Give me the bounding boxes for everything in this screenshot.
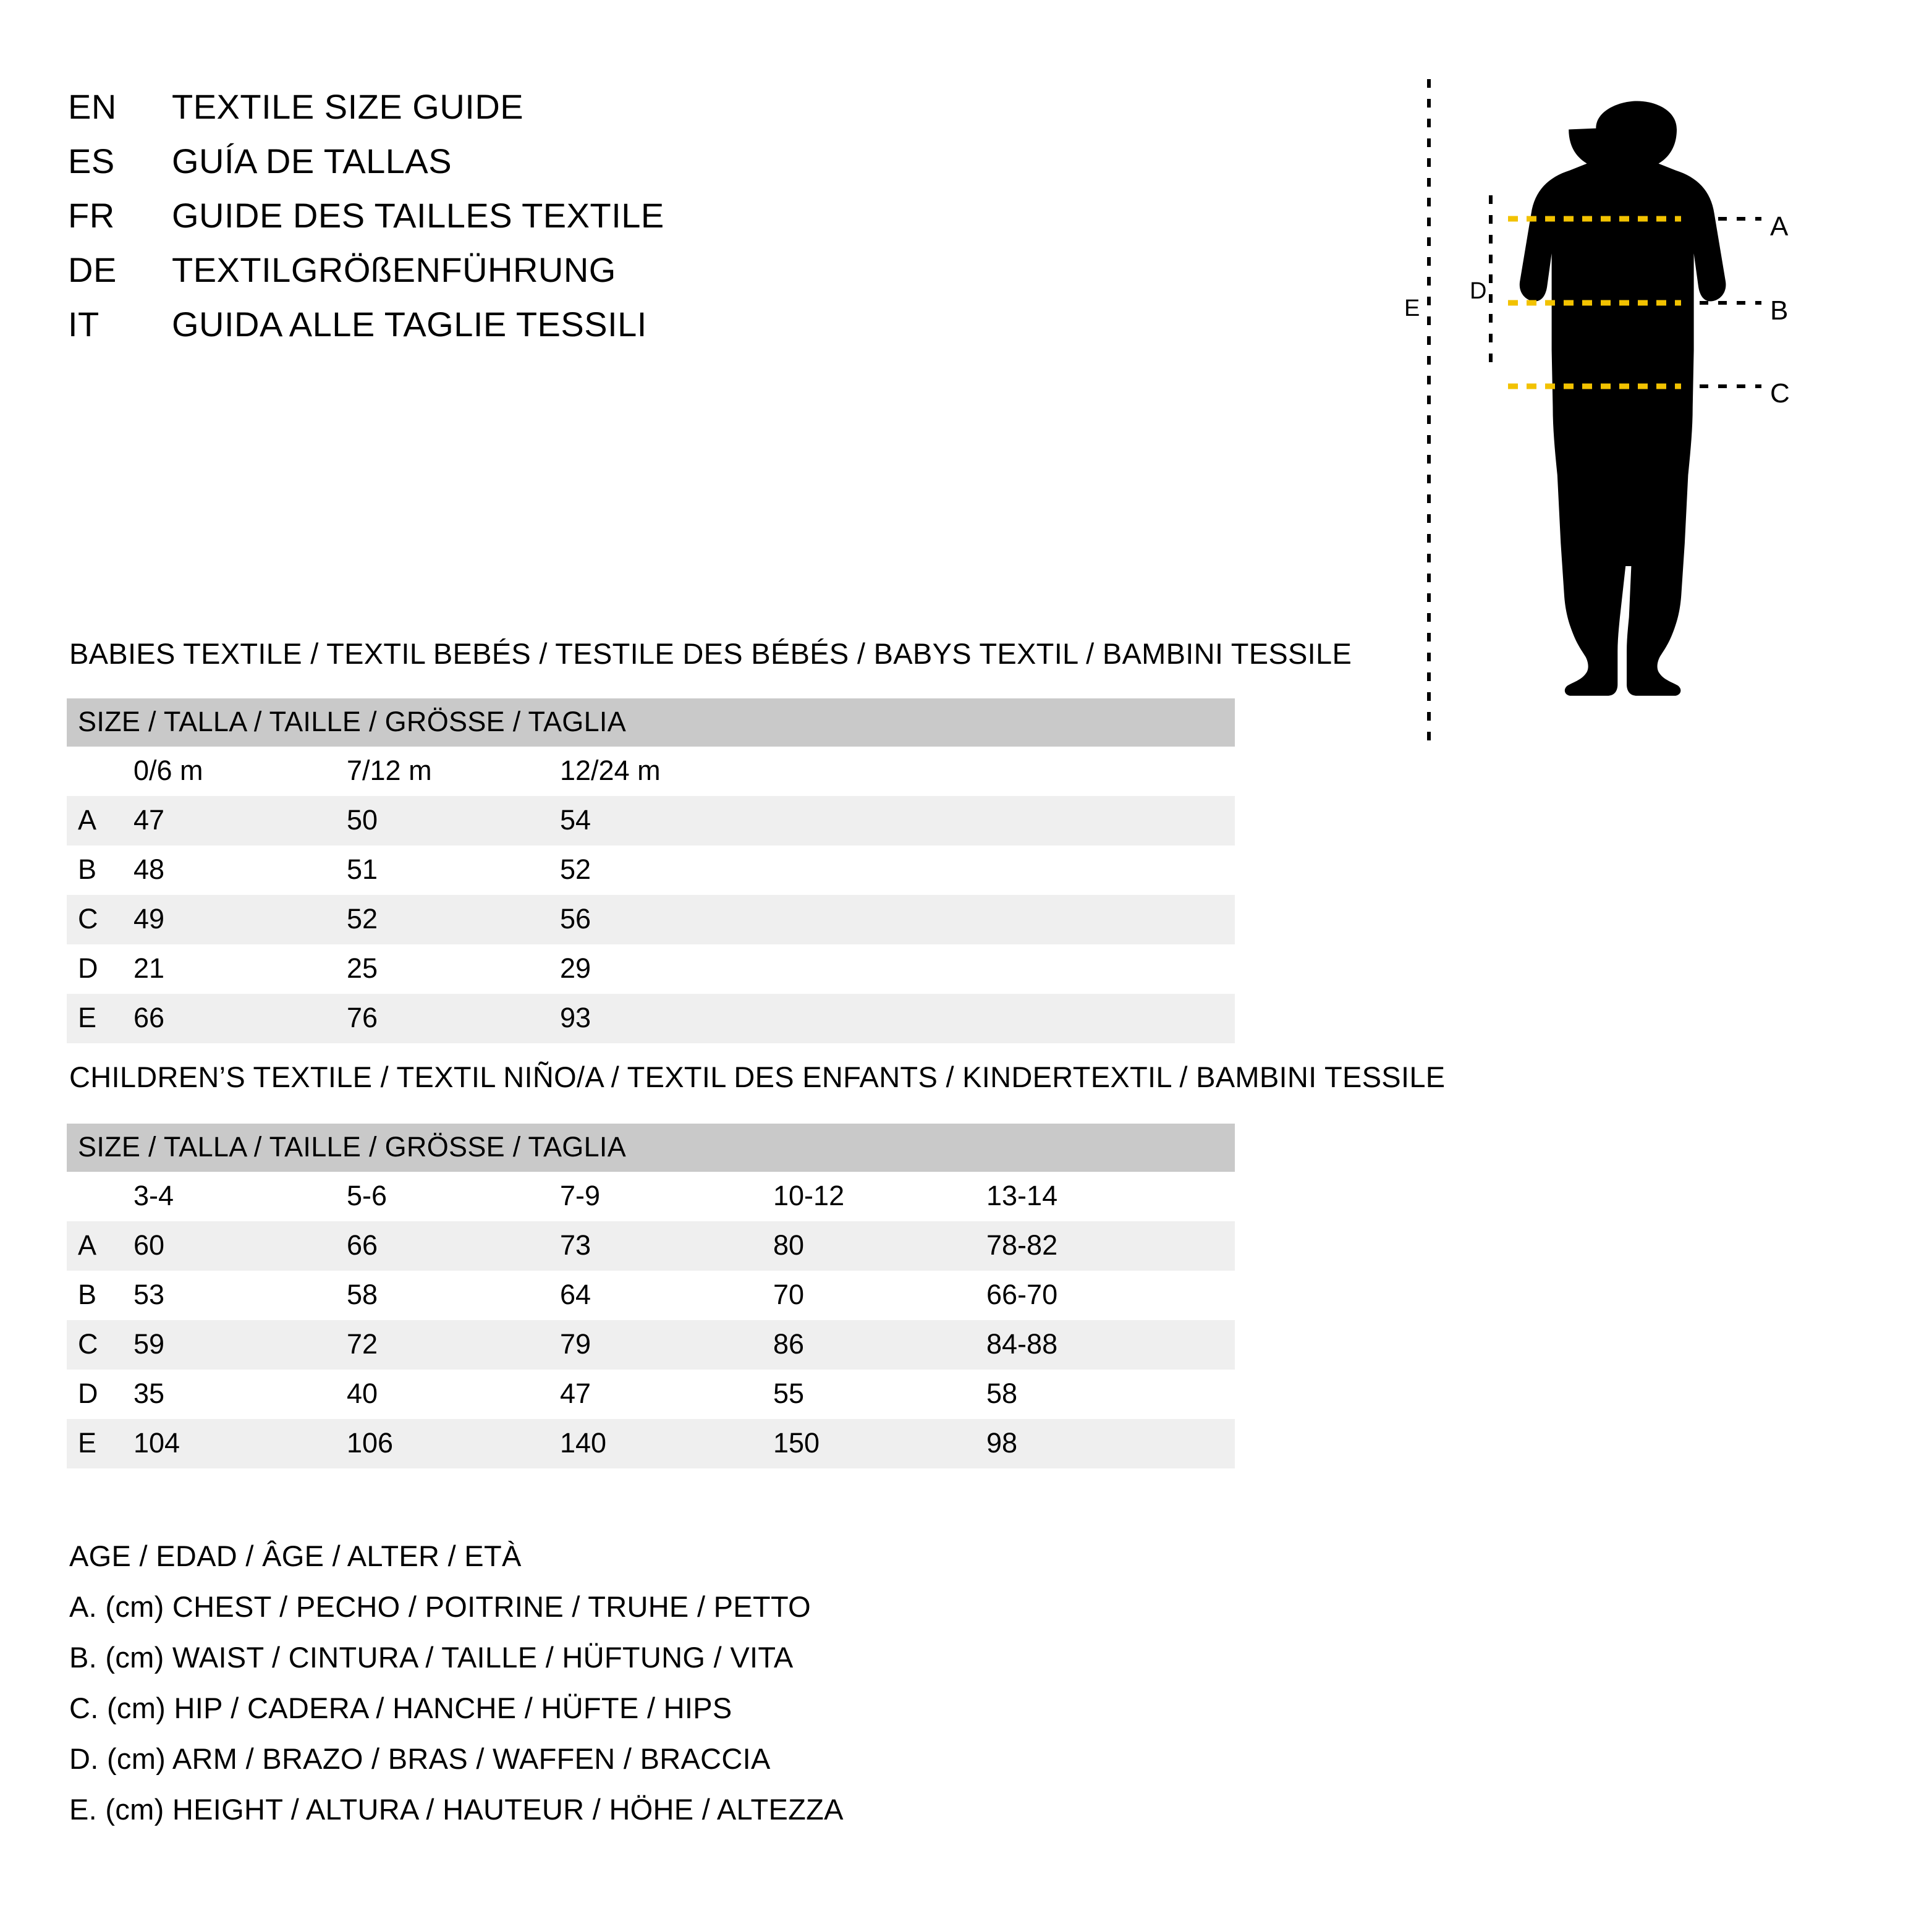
legend-block (69, 1539, 1429, 1843)
children-b-3: 70 (773, 1271, 986, 1320)
babies-d-1: 25 (347, 944, 560, 994)
row-label-e: E (67, 1419, 133, 1468)
babies-b-1: 51 (347, 845, 560, 895)
babies-c-1: 52 (347, 895, 560, 944)
language-row-de (68, 250, 1242, 304)
children-e-2: 140 (560, 1419, 773, 1468)
language-code-it: IT (68, 305, 100, 344)
table-row (67, 1320, 1235, 1370)
table-row (67, 1271, 1235, 1320)
legend-item-b: B. (cm) WAIST / CINTURA / TAILLE / HÜFTUNG / VITA (69, 1641, 794, 1674)
babies-a-0: 47 (133, 796, 347, 845)
row-label-a: A (67, 796, 133, 845)
table-row (67, 944, 1235, 994)
figure-label-e: E (1404, 295, 1420, 321)
children-c-4: 84-88 (986, 1320, 1235, 1370)
children-a-3: 80 (773, 1221, 986, 1271)
children-c-1: 72 (347, 1320, 560, 1370)
language-code-fr: FR (68, 196, 115, 235)
children-size-table (67, 1124, 1235, 1468)
babies-b-2: 52 (560, 845, 773, 895)
language-row-fr (68, 195, 1242, 250)
row-label-blank (67, 1172, 133, 1221)
children-c-3: 86 (773, 1320, 986, 1370)
language-title-fr: GUIDE DES TAILLES TEXTILE (172, 196, 664, 235)
table-row (67, 845, 1235, 895)
language-code-de: DE (68, 250, 117, 289)
children-b-4: 66-70 (986, 1271, 1235, 1320)
row-label-blank (67, 747, 133, 796)
legend-item-d: D. (cm) ARM / BRAZO / BRAS / WAFFEN / BRACCIA (69, 1742, 771, 1775)
children-e-0: 104 (133, 1419, 347, 1468)
table-row (67, 747, 1235, 796)
row-label-c: C (67, 1320, 133, 1370)
language-code-es: ES (68, 142, 115, 180)
babies-c-2: 56 (560, 895, 773, 944)
table-row (67, 994, 1235, 1043)
babies-b-filler (773, 845, 1235, 895)
child-silhouette-icon (1520, 101, 1726, 695)
language-title-es: GUÍA DE TALLAS (172, 142, 452, 180)
babies-a-2: 54 (560, 796, 773, 845)
babies-b-0: 48 (133, 845, 347, 895)
language-row-en (68, 87, 1242, 141)
babies-c-0: 49 (133, 895, 347, 944)
children-column-3: 10-12 (773, 1172, 986, 1221)
children-column-1: 5-6 (347, 1172, 560, 1221)
table-header-row (67, 1124, 1235, 1172)
children-c-2: 79 (560, 1320, 773, 1370)
children-d-3: 55 (773, 1370, 986, 1419)
children-table-header: SIZE / TALLA / TAILLE / GRÖSSE / TAGLIA (67, 1124, 1235, 1172)
children-a-1: 66 (347, 1221, 560, 1271)
figure-label-b: B (1770, 295, 1789, 326)
children-d-2: 47 (560, 1370, 773, 1419)
legend-item-e: E. (cm) HEIGHT / ALTURA / HAUTEUR / HÖHE / ALTEZZA (69, 1793, 844, 1826)
babies-column-0: 0/6 m (133, 747, 347, 796)
language-title-block (68, 87, 1242, 358)
children-b-0: 53 (133, 1271, 347, 1320)
table-row (67, 1221, 1235, 1271)
babies-d-2: 29 (560, 944, 773, 994)
children-column-4: 13-14 (986, 1172, 1235, 1221)
children-a-0: 60 (133, 1221, 347, 1271)
figure-label-a: A (1770, 211, 1789, 242)
children-a-2: 73 (560, 1221, 773, 1271)
children-b-1: 58 (347, 1271, 560, 1320)
children-e-1: 106 (347, 1419, 560, 1468)
table-row (67, 796, 1235, 845)
babies-c-filler (773, 895, 1235, 944)
babies-e-2: 93 (560, 994, 773, 1043)
babies-e-filler (773, 994, 1235, 1043)
babies-column-filler (773, 747, 1235, 796)
children-d-1: 40 (347, 1370, 560, 1419)
children-column-2: 7-9 (560, 1172, 773, 1221)
language-title-de: TEXTILGRÖßENFÜHRUNG (172, 250, 616, 289)
table-row (67, 895, 1235, 944)
table-row (67, 1172, 1235, 1221)
legend-item-a: A. (cm) CHEST / PECHO / POITRINE / TRUHE / PETTO (69, 1590, 811, 1623)
children-e-3: 150 (773, 1419, 986, 1468)
children-d-0: 35 (133, 1370, 347, 1419)
row-label-b: B (67, 1271, 133, 1320)
babies-e-0: 66 (133, 994, 347, 1043)
row-label-b: B (67, 845, 133, 895)
table-row (67, 1370, 1235, 1419)
language-row-es (68, 141, 1242, 195)
babies-table-header: SIZE / TALLA / TAILLE / GRÖSSE / TAGLIA (67, 698, 1235, 747)
babies-d-filler (773, 944, 1235, 994)
babies-size-table (67, 698, 1235, 1043)
babies-d-0: 21 (133, 944, 347, 994)
language-title-en: TEXTILE SIZE GUIDE (172, 87, 524, 126)
children-section-heading: CHILDREN’S TEXTILE / TEXTIL NIÑO/A / TEXTIL DES ENFANTS / KINDERTEXTIL / BAMBINI TESSILE (69, 1061, 1446, 1093)
language-title-it: GUIDA ALLE TAGLIE TESSILI (172, 305, 647, 344)
measurement-figure (1404, 74, 1885, 779)
children-b-2: 64 (560, 1271, 773, 1320)
table-row (67, 1419, 1235, 1468)
babies-e-1: 76 (347, 994, 560, 1043)
legend-title: AGE / EDAD / ÂGE / ALTER / ETÀ (69, 1540, 522, 1572)
language-code-en: EN (68, 87, 117, 126)
children-a-4: 78-82 (986, 1221, 1235, 1271)
legend-item-c: C. (cm) HIP / CADERA / HANCHE / HÜFTE / HIPS (69, 1692, 732, 1724)
babies-section-heading: BABIES TEXTILE / TEXTIL BEBÉS / TESTILE DES BÉBÉS / BABYS TEXTIL / BAMBINI TESSILE (69, 637, 1352, 670)
babies-column-1: 7/12 m (347, 747, 560, 796)
babies-a-filler (773, 796, 1235, 845)
children-d-4: 58 (986, 1370, 1235, 1419)
figure-label-d: D (1470, 278, 1487, 304)
children-e-4: 98 (986, 1419, 1235, 1468)
row-label-d: D (67, 1370, 133, 1419)
figure-label-c: C (1770, 378, 1790, 409)
row-label-e: E (67, 994, 133, 1043)
row-label-a: A (67, 1221, 133, 1271)
children-c-0: 59 (133, 1320, 347, 1370)
children-column-0: 3-4 (133, 1172, 347, 1221)
babies-a-1: 50 (347, 796, 560, 845)
babies-column-2: 12/24 m (560, 747, 773, 796)
row-label-d: D (67, 944, 133, 994)
table-header-row (67, 698, 1235, 747)
language-row-it (68, 304, 1242, 358)
row-label-c: C (67, 895, 133, 944)
